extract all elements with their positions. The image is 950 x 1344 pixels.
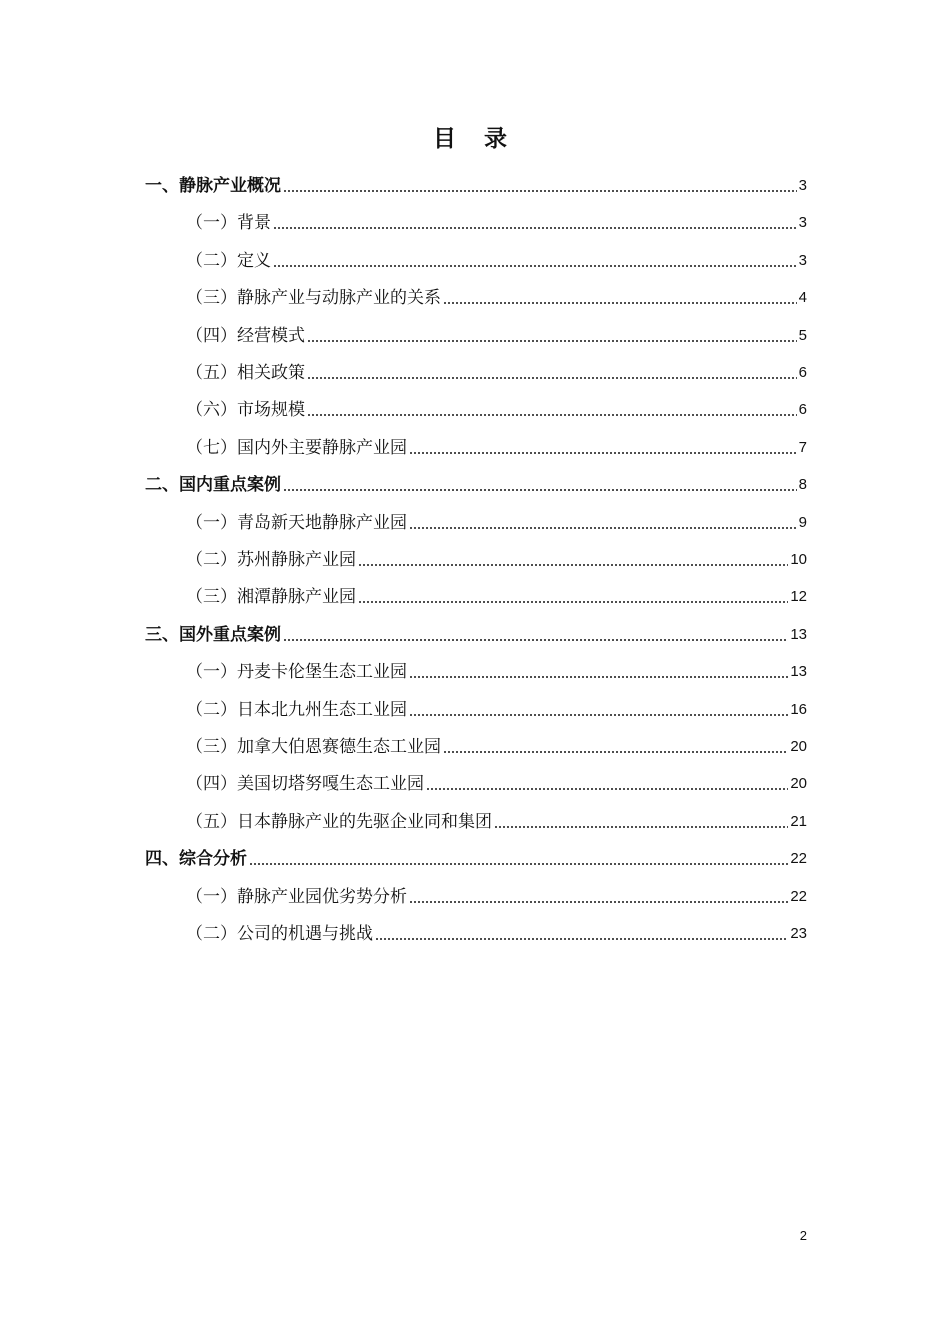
toc-entry-page-number: 20 — [790, 775, 807, 793]
toc-section-entry[interactable] — [186, 245, 807, 273]
dot-leader — [409, 676, 788, 678]
toc-chapter-entry[interactable] — [145, 619, 807, 647]
toc-entry-label: 一、静脉产业概况 — [145, 176, 281, 196]
toc-section-entry[interactable] — [186, 544, 807, 572]
toc-entry-label: （三）加拿大伯恩赛德生态工业园 — [186, 737, 441, 757]
toc-section-entry[interactable] — [186, 507, 807, 535]
toc-entry-label: （一）静脉产业园优劣势分析 — [186, 886, 407, 907]
dot-leader — [283, 489, 797, 491]
toc-section-entry[interactable] — [186, 881, 807, 909]
toc-entry-page-number: 3 — [798, 251, 807, 269]
dot-leader — [358, 564, 788, 566]
toc-entry-label: （二）日本北九州生态工业园 — [186, 699, 407, 720]
toc-section-entry[interactable] — [186, 918, 807, 946]
dot-leader — [307, 340, 797, 342]
dot-leader — [273, 265, 797, 267]
toc-section-entry[interactable] — [186, 282, 807, 310]
toc-entry-label: （二）苏州静脉产业园 — [186, 550, 356, 570]
toc-entry-page-number: 16 — [790, 700, 807, 718]
toc-entry-page-number: 23 — [790, 925, 807, 942]
toc-section-entry[interactable] — [186, 357, 807, 385]
toc-entry-page-number: 4 — [798, 289, 807, 307]
toc-section-entry[interactable] — [186, 656, 807, 684]
toc-entry-page-number: 13 — [790, 663, 807, 681]
toc-entry-page-number: 22 — [790, 887, 807, 905]
toc-entry-page-number: 6 — [798, 364, 807, 381]
toc-entry-label: 二、国内重点案例 — [145, 475, 281, 496]
toc-entry-label: （二）定义 — [186, 250, 271, 271]
toc-entry-label: （四）经营模式 — [186, 325, 305, 346]
dot-leader — [283, 639, 788, 641]
toc-entry-label: （七）国内外主要静脉产业园 — [186, 437, 407, 458]
toc-entry-label: （一）背景 — [186, 213, 271, 234]
dot-leader — [409, 527, 797, 529]
toc-section-entry[interactable] — [186, 432, 807, 460]
toc-entry-page-number: 13 — [790, 625, 807, 643]
dot-leader — [409, 714, 788, 716]
toc-entry-page-number: 7 — [798, 438, 807, 456]
toc-entry-label: （四）美国切塔努嘎生态工业园 — [186, 774, 424, 795]
toc-entry-label: （五）相关政策 — [186, 363, 305, 383]
toc-section-entry[interactable] — [186, 731, 807, 759]
toc-entry-page-number: 3 — [798, 177, 807, 194]
toc-section-entry[interactable] — [186, 207, 807, 235]
toc-entry-label: （一）青岛新天地静脉产业园 — [186, 512, 407, 533]
toc-chapter-entry[interactable] — [145, 469, 807, 497]
dot-leader — [443, 302, 797, 304]
toc-section-entry[interactable] — [186, 394, 807, 422]
dot-leader — [443, 751, 788, 753]
dot-leader — [409, 901, 788, 903]
toc-entry-label: 四、综合分析 — [145, 849, 247, 870]
toc-entry-page-number: 22 — [790, 850, 807, 868]
dot-leader — [283, 190, 797, 192]
toc-entry-page-number: 21 — [790, 812, 807, 830]
page-number: 2 — [799, 1228, 807, 1243]
page-title: 目 录 — [432, 126, 517, 152]
toc-entry-label: （三）湘潭静脉产业园 — [186, 587, 356, 608]
dot-leader — [307, 377, 797, 379]
toc-entry-page-number: 8 — [798, 476, 807, 494]
toc-entry-page-number: 5 — [798, 326, 807, 344]
dot-leader — [307, 414, 797, 416]
toc-section-entry[interactable] — [186, 806, 807, 834]
toc-section-entry[interactable] — [186, 320, 807, 348]
dot-leader — [249, 863, 788, 865]
toc-entry-page-number: 6 — [798, 401, 807, 419]
toc-entry-label: （五）日本静脉产业的先驱企业同和集团 — [186, 811, 492, 832]
dot-leader — [375, 938, 788, 940]
dot-leader — [409, 452, 797, 454]
toc-section-entry[interactable] — [186, 768, 807, 796]
dot-leader — [494, 826, 788, 828]
toc-entry-label: （一）丹麦卡伦堡生态工业园 — [186, 662, 407, 683]
dot-leader — [273, 227, 797, 229]
toc-section-entry[interactable] — [186, 694, 807, 722]
toc-chapter-entry[interactable] — [145, 843, 807, 871]
toc-chapter-entry[interactable] — [145, 170, 807, 198]
toc-entry-label: （二）公司的机遇与挑战 — [186, 924, 373, 944]
toc-entry-page-number: 12 — [790, 588, 807, 606]
dot-leader — [358, 601, 788, 603]
toc-section-entry[interactable] — [186, 581, 807, 609]
toc-entry-label: 三、国外重点案例 — [145, 624, 281, 645]
toc-entry-label: （三）静脉产业与动脉产业的关系 — [186, 288, 441, 309]
toc-entry-page-number: 3 — [798, 214, 807, 232]
toc-entry-page-number: 9 — [798, 513, 807, 531]
toc-entry-page-number: 20 — [790, 738, 807, 755]
toc-entry-label: （六）市场规模 — [186, 400, 305, 421]
toc-entry-page-number: 10 — [790, 551, 807, 568]
dot-leader — [426, 788, 788, 790]
